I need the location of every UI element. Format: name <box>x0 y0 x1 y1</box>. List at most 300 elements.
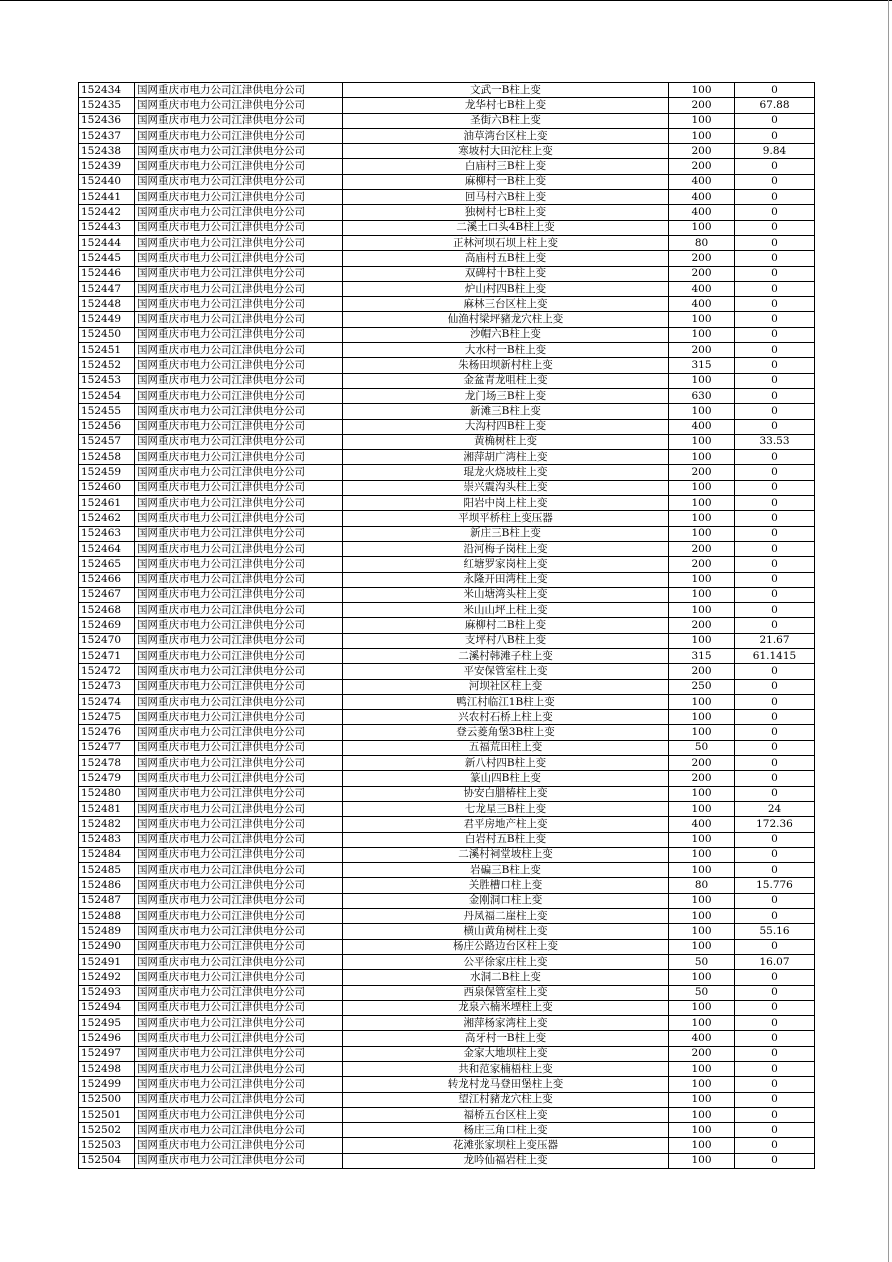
company-cell: 国网重庆市电力公司江津供电分公司 <box>135 954 343 969</box>
company-cell: 国网重庆市电力公司江津供电分公司 <box>135 541 343 556</box>
row-id-cell: 152439 <box>79 159 135 174</box>
transformer-name-cell: 协安白腊椿柱上变 <box>343 786 669 801</box>
value-cell: 33.53 <box>735 434 815 449</box>
value-cell: 0 <box>735 496 815 511</box>
table-row <box>79 1123 815 1138</box>
table-row <box>79 83 815 98</box>
capacity-cell: 100 <box>669 128 735 143</box>
row-id-cell: 152483 <box>79 832 135 847</box>
table-row <box>79 113 815 128</box>
table-row <box>79 1046 815 1061</box>
capacity-cell: 100 <box>669 1138 735 1153</box>
row-id-cell: 152450 <box>79 327 135 342</box>
table-row <box>79 281 815 296</box>
table-row <box>79 312 815 327</box>
value-cell: 0 <box>735 1000 815 1015</box>
value-cell: 0 <box>735 113 815 128</box>
capacity-cell: 100 <box>669 893 735 908</box>
value-cell: 0 <box>735 1046 815 1061</box>
capacity-cell: 50 <box>669 740 735 755</box>
capacity-cell: 200 <box>669 251 735 266</box>
company-cell: 国网重庆市电力公司江津供电分公司 <box>135 113 343 128</box>
value-cell: 0 <box>735 205 815 220</box>
row-id-cell: 152440 <box>79 174 135 189</box>
table-row <box>79 541 815 556</box>
company-cell: 国网重庆市电力公司江津供电分公司 <box>135 1062 343 1077</box>
row-id-cell: 152472 <box>79 664 135 679</box>
row-id-cell: 152462 <box>79 511 135 526</box>
table-row <box>79 710 815 725</box>
value-cell: 55.16 <box>735 924 815 939</box>
transformer-name-cell: 湘萍胡广湾柱上变 <box>343 450 669 465</box>
value-cell: 0 <box>735 725 815 740</box>
company-cell: 国网重庆市电力公司江津供电分公司 <box>135 557 343 572</box>
transformer-name-cell: 寒坡村大田沱柱上变 <box>343 144 669 159</box>
row-id-cell: 152467 <box>79 587 135 602</box>
transformer-name-cell: 永隆开田湾柱上变 <box>343 572 669 587</box>
company-cell: 国网重庆市电力公司江津供电分公司 <box>135 909 343 924</box>
capacity-cell: 100 <box>669 587 735 602</box>
company-cell: 国网重庆市电力公司江津供电分公司 <box>135 388 343 403</box>
transformer-name-cell: 鸭江村临江1B柱上变 <box>343 694 669 709</box>
company-cell: 国网重庆市电力公司江津供电分公司 <box>135 128 343 143</box>
row-id-cell: 152482 <box>79 817 135 832</box>
transformer-name-cell: 君平房地产柱上变 <box>343 817 669 832</box>
value-cell: 0 <box>735 893 815 908</box>
transformer-name-cell: 西泉保管室柱上变 <box>343 985 669 1000</box>
row-id-cell: 152504 <box>79 1153 135 1168</box>
company-cell: 国网重庆市电力公司江津供电分公司 <box>135 878 343 893</box>
transformer-name-cell: 福桥五台区柱上变 <box>343 1107 669 1122</box>
transformer-name-cell: 新滩三B柱上变 <box>343 404 669 419</box>
row-id-cell: 152464 <box>79 541 135 556</box>
table-row <box>79 174 815 189</box>
capacity-cell: 200 <box>669 618 735 633</box>
row-id-cell: 152470 <box>79 633 135 648</box>
row-id-cell: 152455 <box>79 404 135 419</box>
value-cell: 0 <box>735 526 815 541</box>
table-row <box>79 1031 815 1046</box>
table-row <box>79 1153 815 1168</box>
row-id-cell: 152457 <box>79 434 135 449</box>
company-cell: 国网重庆市电力公司江津供电分公司 <box>135 266 343 281</box>
company-cell: 国网重庆市电力公司江津供电分公司 <box>135 847 343 862</box>
company-cell: 国网重庆市电力公司江津供电分公司 <box>135 786 343 801</box>
transformer-name-cell: 朱杨田坝新村柱上变 <box>343 358 669 373</box>
row-id-cell: 152486 <box>79 878 135 893</box>
capacity-cell: 100 <box>669 450 735 465</box>
transformer-name-cell: 公平徐家庄柱上变 <box>343 954 669 969</box>
transformer-name-cell: 崇兴震沟头柱上变 <box>343 480 669 495</box>
capacity-cell: 100 <box>669 373 735 388</box>
table-row <box>79 679 815 694</box>
transformer-name-cell: 关胜槽口柱上变 <box>343 878 669 893</box>
capacity-cell: 400 <box>669 297 735 312</box>
company-cell: 国网重庆市电力公司江津供电分公司 <box>135 618 343 633</box>
capacity-cell: 100 <box>669 1092 735 1107</box>
value-cell: 0 <box>735 312 815 327</box>
company-cell: 国网重庆市电力公司江津供电分公司 <box>135 725 343 740</box>
value-cell: 0 <box>735 541 815 556</box>
table-row <box>79 878 815 893</box>
value-cell: 0 <box>735 603 815 618</box>
value-cell: 0 <box>735 1031 815 1046</box>
capacity-cell: 100 <box>669 863 735 878</box>
row-id-cell: 152460 <box>79 480 135 495</box>
row-id-cell: 152435 <box>79 98 135 113</box>
transformer-name-cell: 黄桷树柱上变 <box>343 434 669 449</box>
transformer-name-cell: 沿河梅子岗柱上变 <box>343 541 669 556</box>
capacity-cell: 200 <box>669 771 735 786</box>
transformer-name-cell: 花滩张家坝柱上变压器 <box>343 1138 669 1153</box>
value-cell: 0 <box>735 480 815 495</box>
transformer-name-cell: 龙门场三B柱上变 <box>343 388 669 403</box>
capacity-cell: 400 <box>669 419 735 434</box>
transformer-name-cell: 高牙村一B柱上变 <box>343 1031 669 1046</box>
value-cell: 0 <box>735 557 815 572</box>
value-cell: 67.88 <box>735 98 815 113</box>
capacity-cell: 250 <box>669 679 735 694</box>
transformer-name-cell: 米山山坪上柱上变 <box>343 603 669 618</box>
value-cell: 0 <box>735 251 815 266</box>
row-id-cell: 152493 <box>79 985 135 1000</box>
value-cell: 0 <box>735 832 815 847</box>
capacity-cell: 400 <box>669 281 735 296</box>
company-cell: 国网重庆市电力公司江津供电分公司 <box>135 159 343 174</box>
company-cell: 国网重庆市电力公司江津供电分公司 <box>135 832 343 847</box>
capacity-cell: 100 <box>669 786 735 801</box>
company-cell: 国网重庆市电力公司江津供电分公司 <box>135 664 343 679</box>
company-cell: 国网重庆市电力公司江津供电分公司 <box>135 985 343 1000</box>
capacity-cell: 100 <box>669 496 735 511</box>
capacity-cell: 100 <box>669 694 735 709</box>
company-cell: 国网重庆市电力公司江津供电分公司 <box>135 679 343 694</box>
company-cell: 国网重庆市电力公司江津供电分公司 <box>135 526 343 541</box>
value-cell: 0 <box>735 235 815 250</box>
transformer-name-cell: 文武一B柱上变 <box>343 83 669 98</box>
capacity-cell: 100 <box>669 511 735 526</box>
company-cell: 国网重庆市电力公司江津供电分公司 <box>135 603 343 618</box>
transformer-name-cell: 望江村豬龙穴柱上变 <box>343 1092 669 1107</box>
row-id-cell: 152477 <box>79 740 135 755</box>
row-id-cell: 152436 <box>79 113 135 128</box>
transformer-name-cell: 金刚洞口柱上变 <box>343 893 669 908</box>
value-cell: 15.776 <box>735 878 815 893</box>
transformer-name-cell: 炉山村四B柱上变 <box>343 281 669 296</box>
capacity-cell: 100 <box>669 113 735 128</box>
company-cell: 国网重庆市电力公司江津供电分公司 <box>135 694 343 709</box>
row-id-cell: 152447 <box>79 281 135 296</box>
transformer-name-cell: 水洞二B柱上变 <box>343 970 669 985</box>
value-cell: 0 <box>735 358 815 373</box>
company-cell: 国网重庆市电力公司江津供电分公司 <box>135 801 343 816</box>
row-id-cell: 152446 <box>79 266 135 281</box>
table-row <box>79 526 815 541</box>
table-row <box>79 511 815 526</box>
row-id-cell: 152480 <box>79 786 135 801</box>
company-cell: 国网重庆市电力公司江津供电分公司 <box>135 924 343 939</box>
capacity-cell: 50 <box>669 985 735 1000</box>
transformer-name-cell: 七龙星三B柱上变 <box>343 801 669 816</box>
company-cell: 国网重庆市电力公司江津供电分公司 <box>135 1138 343 1153</box>
capacity-cell: 100 <box>669 1107 735 1122</box>
table-row <box>79 1077 815 1092</box>
row-id-cell: 152456 <box>79 419 135 434</box>
value-cell: 0 <box>735 694 815 709</box>
value-cell: 0 <box>735 266 815 281</box>
value-cell: 0 <box>735 1138 815 1153</box>
company-cell: 国网重庆市电力公司江津供电分公司 <box>135 648 343 663</box>
row-id-cell: 152468 <box>79 603 135 618</box>
table-row <box>79 251 815 266</box>
company-cell: 国网重庆市电力公司江津供电分公司 <box>135 174 343 189</box>
company-cell: 国网重庆市电力公司江津供电分公司 <box>135 419 343 434</box>
value-cell: 16.07 <box>735 954 815 969</box>
table-row <box>79 725 815 740</box>
value-cell: 21.67 <box>735 633 815 648</box>
value-cell: 0 <box>735 450 815 465</box>
transformer-name-cell: 二溪土口头4B柱上变 <box>343 220 669 235</box>
transformer-name-cell: 白岩村五B柱上变 <box>343 832 669 847</box>
value-cell: 172.36 <box>735 817 815 832</box>
company-cell: 国网重庆市电力公司江津供电分公司 <box>135 740 343 755</box>
transformer-name-cell: 白庙村三B柱上变 <box>343 159 669 174</box>
company-cell: 国网重庆市电力公司江津供电分公司 <box>135 511 343 526</box>
row-id-cell: 152442 <box>79 205 135 220</box>
capacity-cell: 200 <box>669 144 735 159</box>
row-id-cell: 152496 <box>79 1031 135 1046</box>
value-cell: 0 <box>735 587 815 602</box>
row-id-cell: 152454 <box>79 388 135 403</box>
company-cell: 国网重庆市电力公司江津供电分公司 <box>135 1123 343 1138</box>
company-cell: 国网重庆市电力公司江津供电分公司 <box>135 572 343 587</box>
transformer-name-cell: 杨庄三角口柱上变 <box>343 1123 669 1138</box>
transformer-name-cell: 横山黄角树柱上变 <box>343 924 669 939</box>
table-row <box>79 633 815 648</box>
table-row <box>79 419 815 434</box>
table-row <box>79 297 815 312</box>
capacity-cell: 100 <box>669 939 735 954</box>
row-id-cell: 152448 <box>79 297 135 312</box>
value-cell: 9.84 <box>735 144 815 159</box>
row-id-cell: 152494 <box>79 1000 135 1015</box>
capacity-cell: 400 <box>669 817 735 832</box>
transformer-name-cell: 二溪村祠堂坡柱上变 <box>343 847 669 862</box>
value-cell: 0 <box>735 281 815 296</box>
table-row <box>79 220 815 235</box>
table-body <box>79 83 815 1169</box>
capacity-cell: 100 <box>669 1062 735 1077</box>
table-row <box>79 970 815 985</box>
company-cell: 国网重庆市电力公司江津供电分公司 <box>135 434 343 449</box>
transformer-name-cell: 新庄三B柱上变 <box>343 526 669 541</box>
value-cell: 0 <box>735 572 815 587</box>
transformer-name-cell: 五福荒田柱上变 <box>343 740 669 755</box>
table-row <box>79 343 815 358</box>
value-cell: 0 <box>735 220 815 235</box>
row-id-cell: 152473 <box>79 679 135 694</box>
row-id-cell: 152481 <box>79 801 135 816</box>
row-id-cell: 152478 <box>79 756 135 771</box>
row-id-cell: 152499 <box>79 1077 135 1092</box>
row-id-cell: 152471 <box>79 648 135 663</box>
value-cell: 0 <box>735 465 815 480</box>
row-id-cell: 152461 <box>79 496 135 511</box>
row-id-cell: 152484 <box>79 847 135 862</box>
table-row <box>79 450 815 465</box>
transformer-name-cell: 登云菱角堡3B柱上变 <box>343 725 669 740</box>
company-cell: 国网重庆市电力公司江津供电分公司 <box>135 480 343 495</box>
value-cell: 0 <box>735 373 815 388</box>
capacity-cell: 100 <box>669 220 735 235</box>
transformer-name-cell: 大水村一B柱上变 <box>343 343 669 358</box>
table-row <box>79 327 815 342</box>
capacity-cell: 100 <box>669 434 735 449</box>
company-cell: 国网重庆市电力公司江津供电分公司 <box>135 756 343 771</box>
table-row <box>79 144 815 159</box>
company-cell: 国网重庆市电力公司江津供电分公司 <box>135 281 343 296</box>
row-id-cell: 152437 <box>79 128 135 143</box>
capacity-cell: 100 <box>669 603 735 618</box>
company-cell: 国网重庆市电力公司江津供电分公司 <box>135 190 343 205</box>
transformer-name-cell: 高庙村五B柱上变 <box>343 251 669 266</box>
table-row <box>79 480 815 495</box>
table-row <box>79 1092 815 1107</box>
company-cell: 国网重庆市电力公司江津供电分公司 <box>135 251 343 266</box>
value-cell: 0 <box>735 83 815 98</box>
capacity-cell: 400 <box>669 190 735 205</box>
capacity-cell: 100 <box>669 832 735 847</box>
value-cell: 0 <box>735 1016 815 1031</box>
value-cell: 61.1415 <box>735 648 815 663</box>
table-row <box>79 924 815 939</box>
table-row <box>79 603 815 618</box>
capacity-cell: 200 <box>669 343 735 358</box>
company-cell: 国网重庆市电力公司江津供电分公司 <box>135 297 343 312</box>
company-cell: 国网重庆市电力公司江津供电分公司 <box>135 1000 343 1015</box>
row-id-cell: 152491 <box>79 954 135 969</box>
capacity-cell: 100 <box>669 1016 735 1031</box>
company-cell: 国网重庆市电力公司江津供电分公司 <box>135 144 343 159</box>
capacity-cell: 100 <box>669 924 735 939</box>
table-row <box>79 909 815 924</box>
row-id-cell: 152502 <box>79 1123 135 1138</box>
capacity-cell: 100 <box>669 710 735 725</box>
value-cell: 0 <box>735 511 815 526</box>
row-id-cell: 152441 <box>79 190 135 205</box>
company-cell: 国网重庆市电力公司江津供电分公司 <box>135 1077 343 1092</box>
transformer-name-cell: 龙吟仙福岩柱上变 <box>343 1153 669 1168</box>
transformer-name-cell: 杨庄公路边台区柱上变 <box>343 939 669 954</box>
value-cell: 24 <box>735 801 815 816</box>
value-cell: 0 <box>735 343 815 358</box>
row-id-cell: 152503 <box>79 1138 135 1153</box>
value-cell: 0 <box>735 1153 815 1168</box>
capacity-cell: 100 <box>669 83 735 98</box>
value-cell: 0 <box>735 909 815 924</box>
page-top-rule <box>0 0 892 1</box>
company-cell: 国网重庆市电力公司江津供电分公司 <box>135 465 343 480</box>
transformer-name-cell: 圣街六B柱上变 <box>343 113 669 128</box>
row-id-cell: 152443 <box>79 220 135 235</box>
table-row <box>79 786 815 801</box>
row-id-cell: 152474 <box>79 694 135 709</box>
table-row <box>79 1138 815 1153</box>
company-cell: 国网重庆市电力公司江津供电分公司 <box>135 1092 343 1107</box>
table-row <box>79 618 815 633</box>
value-cell: 0 <box>735 740 815 755</box>
capacity-cell: 100 <box>669 1153 735 1168</box>
value-cell: 0 <box>735 863 815 878</box>
value-cell: 0 <box>735 419 815 434</box>
value-cell: 0 <box>735 985 815 1000</box>
capacity-cell: 200 <box>669 541 735 556</box>
company-cell: 国网重庆市电力公司江津供电分公司 <box>135 587 343 602</box>
capacity-cell: 50 <box>669 954 735 969</box>
company-cell: 国网重庆市电力公司江津供电分公司 <box>135 496 343 511</box>
table-row <box>79 235 815 250</box>
row-id-cell: 152466 <box>79 572 135 587</box>
value-cell: 0 <box>735 1123 815 1138</box>
transformer-data-table <box>78 82 815 1169</box>
value-cell: 0 <box>735 970 815 985</box>
company-cell: 国网重庆市电力公司江津供电分公司 <box>135 1153 343 1168</box>
transformer-name-cell: 麻林三台区柱上变 <box>343 297 669 312</box>
company-cell: 国网重庆市电力公司江津供电分公司 <box>135 633 343 648</box>
company-cell: 国网重庆市电力公司江津供电分公司 <box>135 771 343 786</box>
value-cell: 0 <box>735 771 815 786</box>
company-cell: 国网重庆市电力公司江津供电分公司 <box>135 1107 343 1122</box>
table-row <box>79 939 815 954</box>
row-id-cell: 152449 <box>79 312 135 327</box>
value-cell: 0 <box>735 1077 815 1092</box>
table-row <box>79 434 815 449</box>
transformer-name-cell: 仙渔村梁坪豬龙穴柱上变 <box>343 312 669 327</box>
capacity-cell: 400 <box>669 205 735 220</box>
capacity-cell: 200 <box>669 98 735 113</box>
value-cell: 0 <box>735 190 815 205</box>
value-cell: 0 <box>735 939 815 954</box>
row-id-cell: 152458 <box>79 450 135 465</box>
table-row <box>79 587 815 602</box>
value-cell: 0 <box>735 327 815 342</box>
row-id-cell: 152492 <box>79 970 135 985</box>
company-cell: 国网重庆市电力公司江津供电分公司 <box>135 83 343 98</box>
row-id-cell: 152465 <box>79 557 135 572</box>
row-id-cell: 152459 <box>79 465 135 480</box>
company-cell: 国网重庆市电力公司江津供电分公司 <box>135 939 343 954</box>
table-row <box>79 740 815 755</box>
table-row <box>79 832 815 847</box>
transformer-name-cell: 回马村六B柱上变 <box>343 190 669 205</box>
transformer-name-cell: 河坝社区柱上变 <box>343 679 669 694</box>
company-cell: 国网重庆市电力公司江津供电分公司 <box>135 1031 343 1046</box>
row-id-cell: 152453 <box>79 373 135 388</box>
table-row <box>79 98 815 113</box>
page-right-edge <box>888 0 889 1262</box>
company-cell: 国网重庆市电力公司江津供电分公司 <box>135 343 343 358</box>
company-cell: 国网重庆市电力公司江津供电分公司 <box>135 358 343 373</box>
capacity-cell: 100 <box>669 526 735 541</box>
transformer-name-cell: 正林河坝石坝上柱上变 <box>343 235 669 250</box>
row-id-cell: 152479 <box>79 771 135 786</box>
row-id-cell: 152501 <box>79 1107 135 1122</box>
transformer-name-cell: 平坝平桥柱上变压器 <box>343 511 669 526</box>
transformer-name-cell: 龙华村七B柱上变 <box>343 98 669 113</box>
row-id-cell: 152498 <box>79 1062 135 1077</box>
transformer-name-cell: 阳岩中岗上柱上变 <box>343 496 669 511</box>
transformer-name-cell: 转龙村龙马登田堡柱上变 <box>343 1077 669 1092</box>
